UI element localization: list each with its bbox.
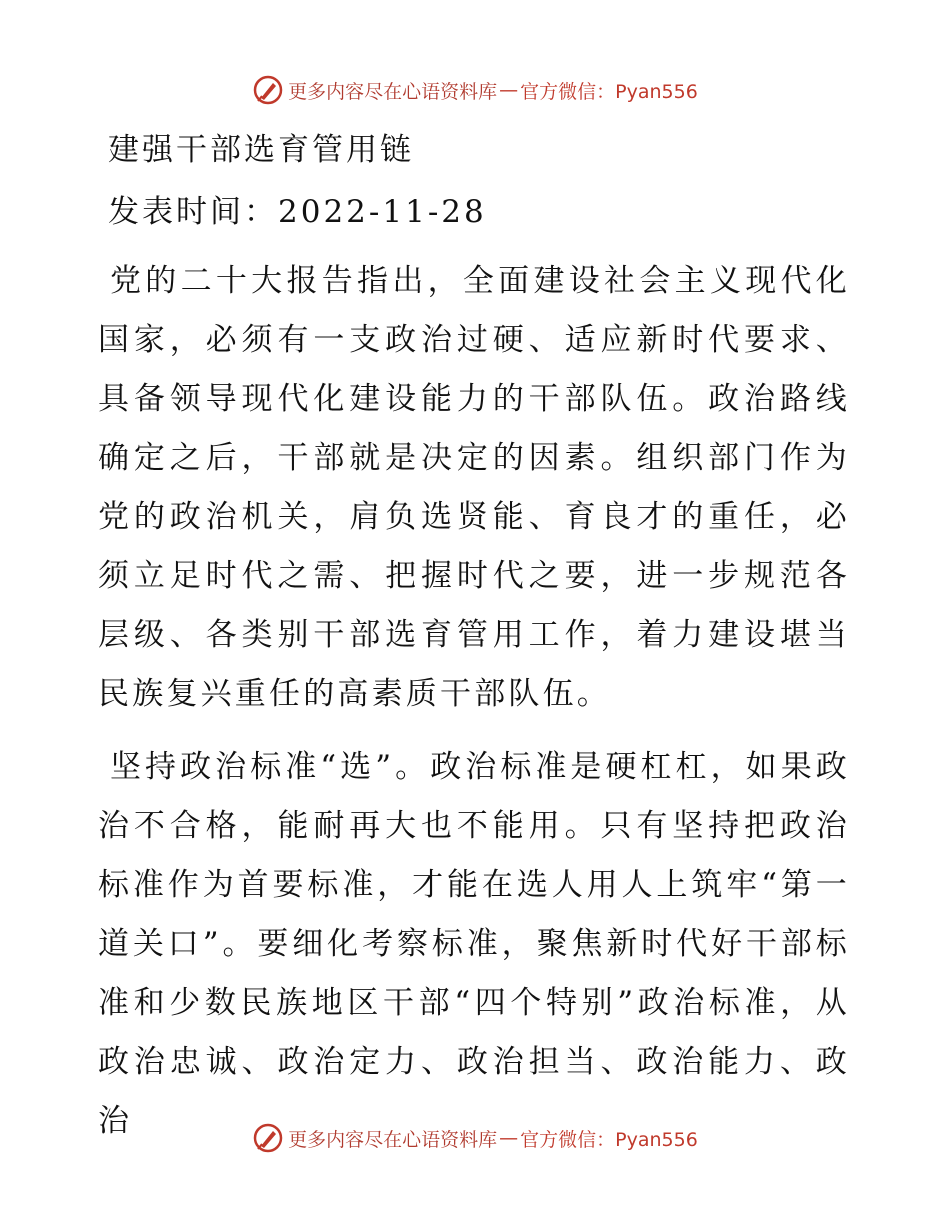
watermark-separator: — bbox=[499, 1127, 519, 1149]
paragraph-1: 党的二十大报告指出，全面建设社会主义现代化国家，必须有一支政治过硬、适应新时代要求、具备领导现代化建设能力的干部队伍。政治路线确定之后，干部就是决定的因素。组织部门作为党的政治机关，肩负选贤能、育良才的重任，必须立足时代之需、把握时代之要，进一步规范各层级、各类别干部选育管用工作，着力建设堪当民族复兴重任的高素质干部队伍。 bbox=[98, 263, 850, 712]
article-title: 建强干部选育管用链 bbox=[108, 132, 414, 168]
footer-watermark bbox=[0, 1122, 950, 1154]
watermark-contact-text: 官方微信：Pyan556 bbox=[520, 1128, 698, 1151]
publish-date: 发表时间：2022-11-28 bbox=[108, 194, 487, 230]
pen-quill-icon bbox=[252, 1122, 284, 1154]
watermark-contact-text: 官方微信：Pyan556 bbox=[520, 80, 698, 103]
watermark-main-text: 更多内容尽在心语资料库 bbox=[288, 80, 498, 103]
watermark-main-text: 更多内容尽在心语资料库 bbox=[288, 1128, 498, 1151]
watermark-separator: — bbox=[499, 79, 519, 101]
pen-quill-icon bbox=[252, 74, 284, 106]
article-body bbox=[98, 122, 850, 1165]
header-watermark bbox=[0, 74, 950, 106]
paragraph-2: 坚持政治标准“选”。政治标准是硬杠杠，如果政治不合格，能耐再大也不能用。只有坚持把政治标准作为首要标准，才能在选人用人上筑牢“第一道关口”。要细化考察标准，聚焦新时代好干部标准和少数民族地区干部“四个特别”政治标准，从政治忠诚、政治定力、政治担当、政治能力、政治 bbox=[98, 749, 850, 1139]
